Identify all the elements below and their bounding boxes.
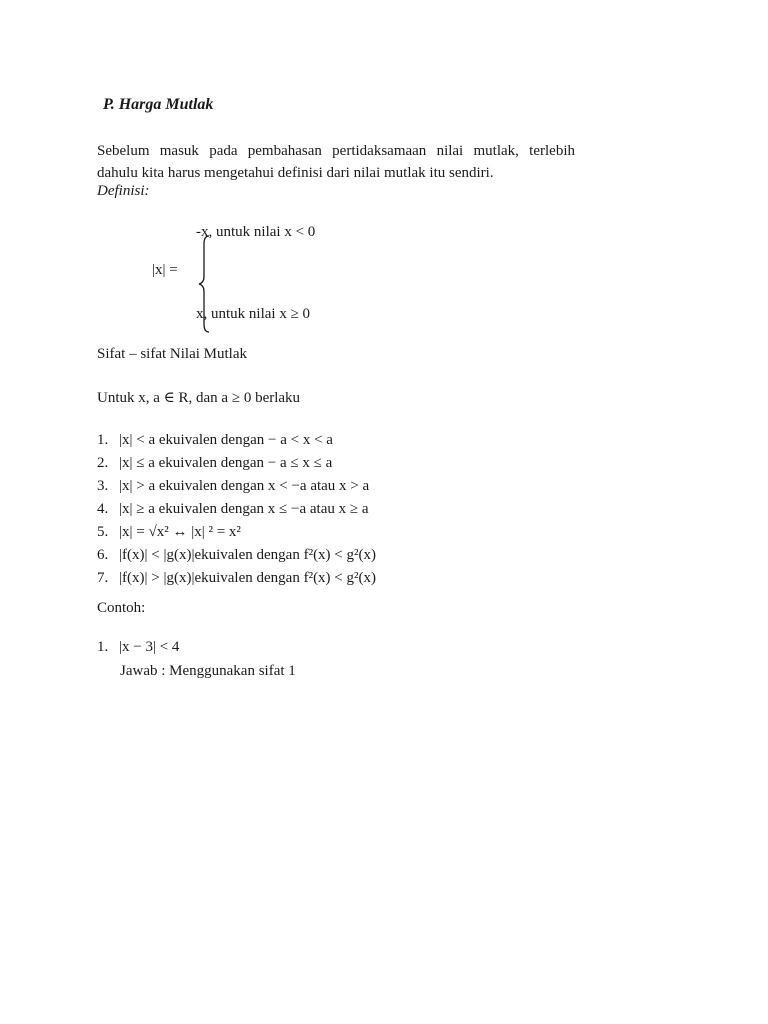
property-number: 7. <box>97 570 109 586</box>
section-title: P. Harga Mutlak <box>103 96 214 113</box>
properties-heading: Sifat – sifat Nilai Mutlak <box>97 346 247 362</box>
property-text: |x| < a ekuivalen dengan − a < x < a <box>119 432 333 448</box>
properties-list <box>97 429 376 590</box>
property-number: 6. <box>97 547 109 563</box>
property-item <box>97 498 376 521</box>
property-text: |x| ≥ a ekuivalen dengan x ≤ −a atau x ≥ a <box>119 501 369 517</box>
property-item <box>97 429 376 452</box>
property-number: 4. <box>97 501 109 517</box>
intro-line-2: dahulu kita harus mengetahui definisi dari nilai mutlak itu sendiri. <box>97 165 494 181</box>
property-number: 3. <box>97 478 109 494</box>
property-number: 1. <box>97 432 109 448</box>
property-item <box>97 521 376 544</box>
example-answer: Jawab : Menggunakan sifat 1 <box>120 663 296 679</box>
property-item <box>97 475 376 498</box>
intro-line-1: Sebelum masuk pada pembahasan pertidaksamaan nilai mutlak, terlebih <box>97 143 575 159</box>
property-text: |x| ≤ a ekuivalen dengan − a ≤ x ≤ a <box>119 455 333 471</box>
example-problem-text: |x − 3| < 4 <box>119 639 180 655</box>
property-text: |f(x)| > |g(x)|ekuivalen dengan f²(x) < g²(x) <box>119 570 376 586</box>
property-item <box>97 544 376 567</box>
definition-case-nonnegative: x, untuk nilai x ≥ 0 <box>196 306 311 322</box>
property-number: 5. <box>97 524 109 540</box>
definition-label: Definisi: <box>97 183 150 199</box>
example-number: 1. <box>97 639 109 655</box>
intro-paragraph <box>97 140 575 184</box>
example-heading: Contoh: <box>97 600 146 616</box>
property-number: 2. <box>97 455 109 471</box>
example-problem <box>97 639 179 656</box>
property-text: |x| > a ekuivalen dengan x < −a atau x > a <box>119 478 370 494</box>
property-item <box>97 452 376 475</box>
property-text: |f(x)| < |g(x)|ekuivalen dengan f²(x) < g²(x) <box>119 547 376 563</box>
property-item <box>97 567 376 590</box>
properties-condition: Untuk x, a ∈ R, dan a ≥ 0 berlaku <box>97 390 301 406</box>
property-text: |x| = √x² ↔ |x| ² = x² <box>119 524 241 540</box>
definition-lhs: |x| = <box>152 262 178 278</box>
definition-case-negative: -x, untuk nilai x < 0 <box>196 224 316 240</box>
